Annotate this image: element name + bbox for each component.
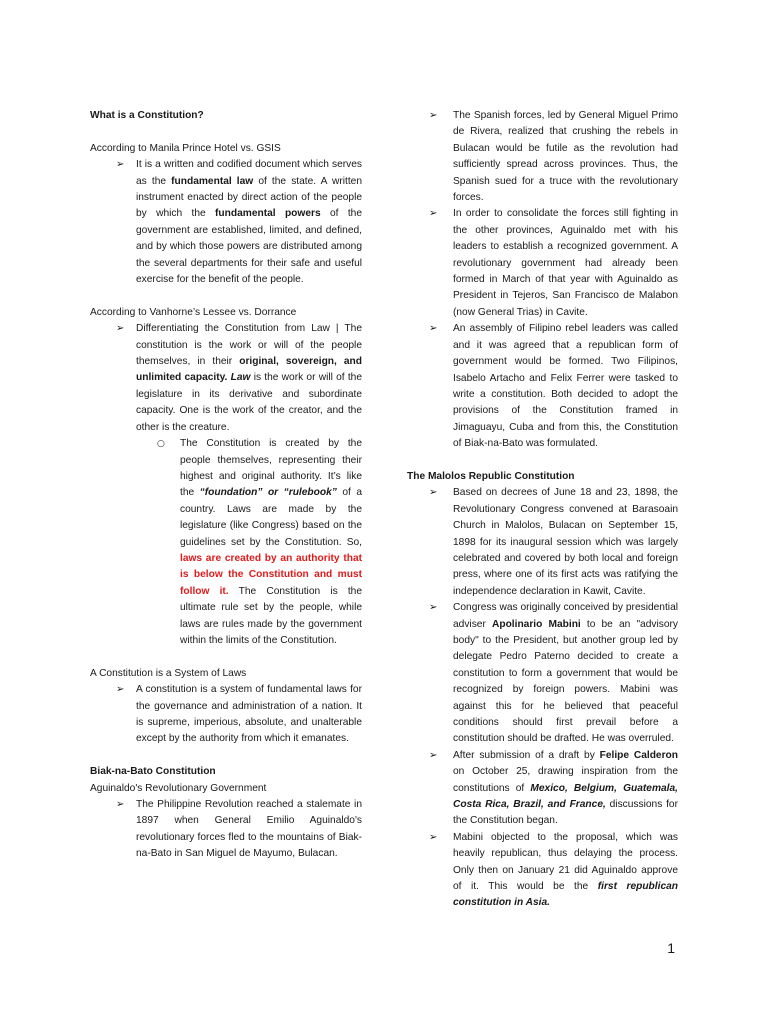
page-number: 1 [667,940,675,956]
bullet-text: A constitution is a system of fundamental laws for the governance and administration of a nation. It is supreme, imperious, absolute, and unalterable except by the authority from which it emanates. [136,684,362,745]
subheading-system-of-laws: A Constitution is a System of Laws [90,667,247,679]
sub-bullet-text: The Constitution is created by the people themselves, representing their highest and original authority. It’s like the “foundation” or “rulebook” of a country. Laws are made by the legislature (like Congress) based on the guidelines set by the Constitution. So, laws are created by an authority that is below the Constitution and must follow it. The Constitution is the ultimate rule set by the people, while laws are rules made by the government within the limits of the Constitution. [180,438,363,646]
bullet-item [90,157,362,288]
bullet-text: An assembly of Filipino rebel leaders was called and it was agreed that a republican form of government would be formed. Two Filipinos, Isabelo Artacho and Felix Ferrer were tasked to write a constitution. Both decided to adopt the provisions of the Constitution framed in Jimaguayu, Cuba and from this, the Constitution of Biak-na-Bato was formulated. [453,323,678,450]
section-title-biak-na-bato: Biak-na-Bato Constitution [90,766,216,778]
arrow-bullet-icon: ➢ [429,487,438,499]
bullet-text: The Spanish forces, led by General Miguel Primo de Rivera, realized that crushing the rebels in Bulacan would be futile as the revolution had sufficiently spread across provinces. Thus, the Spanish sued for a truce with the revolutionary forces. [453,110,678,204]
arrow-bullet-icon: ➢ [429,831,438,843]
arrow-bullet-icon: ➢ [429,208,438,220]
bullet-text: After submission of a draft by Felipe Calderon on October 25, drawing inspiration from the constitutions of Mexico, Belgium, Guatemala, Costa Rica, Brazil, and France, discussions for the Constitution began. [453,749,679,827]
bold-phrase: original, sovereign, and unlimited capacity. [136,356,363,384]
arrow-bullet-icon: ➢ [116,684,125,696]
bullet-item [407,830,678,912]
right-column [407,108,678,912]
bullet-text: Based on decrees of June 18 and 23, 1898, the Revolutionary Congress convened at Barasoain Church in Malolos, Bulacan on September 15, 1898 for its inaugural session which was largely celebrated and covered by both local and foreign press, where one of its first acts was ratifying the independence declaration in Kawit, Cavite. [453,487,678,597]
bullet-text: Mabini objected to the proposal, which was heavily republican, thus delaying the process. Only then on January 21 did Aguinaldo approve of it. This would be the first republican constitution in Asia. [453,831,678,909]
arrow-bullet-icon: ➢ [429,749,438,761]
bullet-text: Congress was originally conceived by presidential adviser Apolinario Mabini to be an "advisory body" to the President, but another group led by delegate Pedro Paterno decided to create a constitution to form a government that would be recognized by foreign powers. Mabini was against this for he believed that peaceful conditions should first prevail before a constitution should be drafted. He was overruled. [453,602,678,745]
arrow-bullet-icon: ➢ [116,323,125,335]
subheading-revolutionary-government: Aguinaldo's Revolutionary Government [90,782,267,794]
sub-bullet-item [90,436,362,649]
circle-bullet-icon: ○ [157,439,165,450]
bullet-text: The Philippine Revolution reached a stalemate in 1897 when General Emilio Aguinaldo's revolutionary forces fled to the mountains of Biak-na-Bato in San Miguel de Mayumo, Bulacan. [136,799,362,860]
bullet-item [407,321,678,452]
arrow-bullet-icon: ➢ [116,799,125,810]
bold-phrase: fundamental powers [215,208,321,220]
bold-italic-phrase: Mexico, Belgium, Guatemala, Costa Rica, Brazil, and France, [453,782,678,811]
arrow-bullet-icon: ➢ [429,110,438,121]
bullet-item [407,108,678,206]
bullet-text: Differentiating the Constitution from Law | The constitution is the work or will of the people themselves, in their original, sovereign, and unlimited capacity. Law is the work or will of the legislature in its derivative and subordinate capacity. One is the work of the creator, and the other is the creature. [136,323,363,433]
arrow-bullet-icon: ➢ [116,159,125,171]
bullet-text: It is a written and codified document which serves as the fundamental law of the state. A written instrument enacted by direct action of the people by which the fundamental powers of the government are established, limited, and defined, and by which those powers are distributed among the several departments for their safe and useful exercise for the benefit of the people. [136,159,362,286]
section-title-what-is-constitution: What is a Constitution? [90,110,204,121]
arrow-bullet-icon: ➢ [429,323,438,335]
arrow-bullet-icon: ➢ [429,602,438,614]
case-citation-vanhorne: According to Vanhorne’s Lessee vs. Dorrance [90,306,297,318]
bold-italic-phrase: “foundation” or “rulebook” [199,487,337,499]
bullet-item [407,206,678,321]
red-highlight-phrase: laws are created by an authority that is below the Constitution and must follow it. [180,552,362,597]
bullet-item [90,321,362,436]
section-title-malolos: The Malolos Republic Constitution [407,470,575,482]
bold-phrase: Felipe Calderon [599,749,679,761]
bullet-text: In order to consolidate the forces still fighting in the other provinces, Aguinaldo met with his leaders to establish a recognized government. A revolutionary government had already been formed in March of that year with Aguinaldo as President in Tejeros, San Francisco de Malabon (now General Trias) in Cavite. [453,208,678,318]
bold-phrase: fundamental law [171,175,254,187]
case-citation-manila-prince-hotel: According to Manila Prince Hotel vs. GSIS [90,142,281,154]
bullet-item [407,485,678,600]
bold-phrase: Apolinario Mabini [491,618,581,630]
bullet-item [407,600,678,748]
bold-italic-phrase: Law [230,372,251,384]
bullet-item [90,682,362,748]
bullet-item [407,748,678,830]
left-column [90,108,362,863]
bullet-item [90,797,362,863]
bold-italic-phrase: first republican constitution in Asia. [453,881,678,909]
